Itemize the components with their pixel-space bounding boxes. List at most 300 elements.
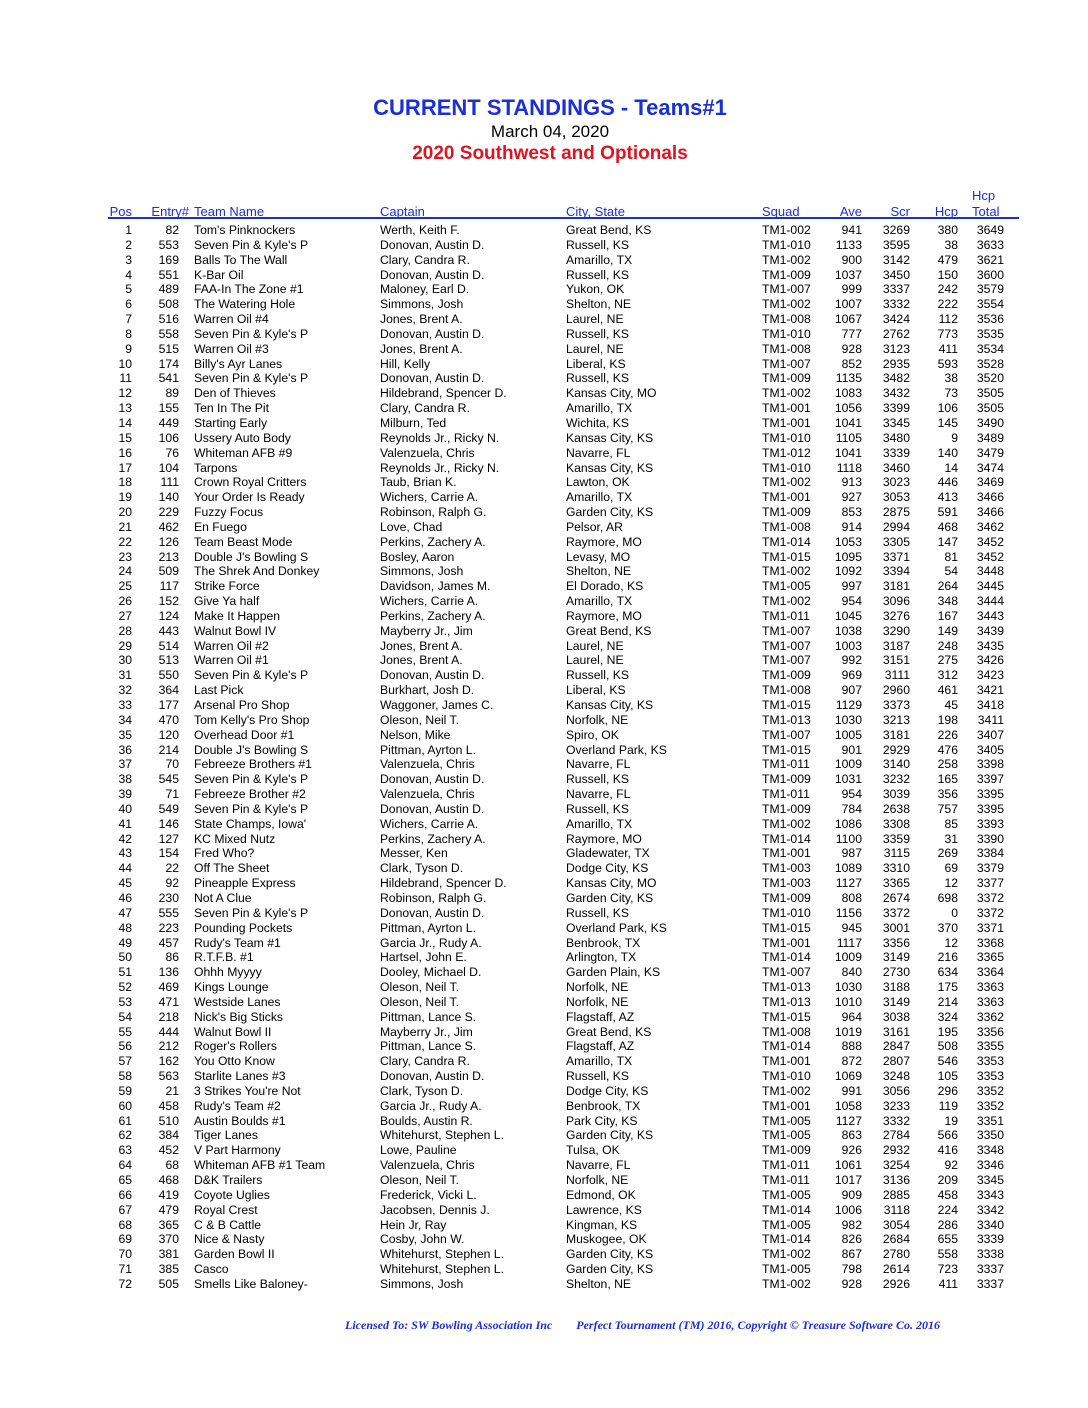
cell-captain: Oleson, Neil T. <box>380 1173 460 1187</box>
cell-squad: TM1-001 <box>762 415 811 430</box>
cell-team-name: Kings Lounge <box>194 980 269 995</box>
cell-average: 1010 <box>834 994 862 1009</box>
cell-squad: TM1-008 <box>762 683 811 698</box>
cell-team-name: Last Pick <box>194 683 244 698</box>
cell-team-name: Warren Oil #2 <box>194 638 269 653</box>
table-row <box>0 342 1088 357</box>
table-row <box>0 936 1088 951</box>
cell-pos: 18 <box>118 475 132 490</box>
cell-team-name: Febreeze Brothers #1 <box>194 757 312 772</box>
cell-city-state: Amarillo, TX <box>566 401 633 416</box>
cell-hcp-total: 3621 <box>976 252 1004 267</box>
cell-pos: 13 <box>118 401 132 416</box>
cell-scratch: 3115 <box>883 846 910 861</box>
cell-team-name: You Otto Know <box>194 1054 275 1069</box>
cell-team-name: Austin Boulds #1 <box>194 1113 286 1128</box>
cell-hcp-total: 3345 <box>976 1173 1004 1187</box>
cell-average: 954 <box>841 594 862 609</box>
cell-entry: 471 <box>158 994 179 1009</box>
cell-city-state: Benbrook, TX <box>566 1098 641 1113</box>
table-row <box>0 698 1088 713</box>
table-row <box>0 594 1088 609</box>
cell-squad: TM1-009 <box>762 668 811 683</box>
cell-entry: 229 <box>158 505 179 520</box>
cell-squad: TM1-009 <box>762 371 811 386</box>
cell-captain: Valenzuela, Chris <box>380 757 475 772</box>
cell-squad: TM1-014 <box>762 534 811 549</box>
cell-pos: 48 <box>118 920 132 935</box>
cell-team-name: Royal Crest <box>194 1202 258 1217</box>
cell-pos: 9 <box>125 341 132 356</box>
cell-scratch: 3054 <box>882 1217 910 1232</box>
cell-city-state: Garden City, KS <box>566 1128 654 1143</box>
cell-handicap: 508 <box>937 1039 958 1054</box>
cell-hcp-total: 3372 <box>976 905 1004 920</box>
cell-entry: 230 <box>158 890 179 905</box>
cell-entry: 514 <box>158 638 179 653</box>
cell-captain: Simmons, Josh <box>380 1276 464 1291</box>
cell-pos: 54 <box>118 1009 132 1024</box>
cell-hcp-total: 3469 <box>976 475 1004 490</box>
cell-handicap: 446 <box>937 475 958 490</box>
cell-team-name: Fuzzy Focus <box>194 505 264 520</box>
cell-pos: 16 <box>118 445 132 460</box>
cell-average: 1156 <box>835 905 862 920</box>
cell-scratch: 3371 <box>882 549 910 564</box>
cell-entry: 71 <box>165 787 179 802</box>
cell-scratch: 3187 <box>882 638 910 653</box>
cell-average: 992 <box>841 653 862 668</box>
cell-captain: Donovan, Austin D. <box>380 668 485 683</box>
cell-team-name: Ussery Auto Body <box>194 430 291 445</box>
cell-scratch: 3038 <box>882 1009 910 1024</box>
cell-average: 907 <box>841 683 862 698</box>
cell-captain: Perkins, Zachery A. <box>380 831 486 846</box>
cell-team-name: Starting Early <box>194 415 268 430</box>
cell-team-name: KC Mixed Nutz <box>194 831 276 846</box>
cell-city-state: Norfolk, NE <box>566 994 629 1009</box>
cell-handicap: 224 <box>937 1202 958 1217</box>
cell-team-name: The Watering Hole <box>194 297 296 312</box>
cell-captain: Hein Jr, Ray <box>380 1217 447 1232</box>
cell-pos: 26 <box>118 594 132 609</box>
cell-pos: 7 <box>125 312 132 327</box>
cell-pos: 15 <box>118 430 132 445</box>
cell-squad: TM1-009 <box>762 801 811 816</box>
cell-pos: 11 <box>119 371 132 386</box>
cell-handicap: 264 <box>937 579 958 594</box>
cell-pos: 57 <box>118 1054 132 1069</box>
cell-captain: Donovan, Austin D. <box>380 237 485 252</box>
cell-pos: 28 <box>118 623 132 638</box>
cell-average: 1038 <box>834 623 862 638</box>
cell-pos: 3 <box>125 252 132 267</box>
cell-city-state: Norfolk, NE <box>566 980 629 995</box>
cell-scratch: 3373 <box>882 698 910 712</box>
table-row <box>0 950 1088 965</box>
cell-entry: 104 <box>158 460 179 475</box>
cell-city-state: Navarre, FL <box>566 1158 631 1173</box>
cell-city-state: Shelton, NE <box>566 564 632 579</box>
cell-hcp-total: 3384 <box>976 846 1004 861</box>
cell-squad: TM1-007 <box>762 638 811 653</box>
table-row <box>0 564 1088 579</box>
cell-squad: TM1-007 <box>762 727 811 742</box>
cell-squad: TM1-008 <box>762 312 811 327</box>
cell-average: 1118 <box>836 460 862 475</box>
cell-city-state: Flagstaff, AZ <box>566 1039 635 1054</box>
cell-captain: Bosley, Aaron <box>380 549 455 564</box>
cell-entry: 117 <box>159 579 179 594</box>
cell-scratch: 2614 <box>882 1262 910 1277</box>
cell-captain: Reynolds Jr., Ricky N. <box>380 460 500 475</box>
cell-average: 852 <box>841 356 862 371</box>
cell-scratch: 3001 <box>882 920 910 935</box>
cell-squad: TM1-002 <box>762 386 811 401</box>
cell-average: 872 <box>841 1054 862 1069</box>
cell-entry: 457 <box>158 935 179 950</box>
cell-city-state: Kansas City, MO <box>566 876 657 891</box>
cell-team-name: Warren Oil #3 <box>194 341 269 356</box>
cell-pos: 23 <box>118 549 132 564</box>
cell-entry: 458 <box>158 1098 179 1113</box>
cell-captain: Whitehurst, Stephen L. <box>380 1128 504 1143</box>
cell-captain: Robinson, Ralph G. <box>380 890 487 905</box>
cell-average: 777 <box>841 326 862 341</box>
cell-city-state: Park City, KS <box>566 1113 638 1128</box>
cell-squad: TM1-010 <box>762 326 811 341</box>
cell-average: 1053 <box>834 534 862 549</box>
table-row <box>0 1054 1088 1069</box>
cell-captain: Donovan, Austin D. <box>380 1069 485 1084</box>
cell-squad: TM1-011 <box>762 1173 810 1187</box>
cell-pos: 60 <box>118 1098 132 1113</box>
cell-captain: Jones, Brent A. <box>380 638 463 653</box>
cell-scratch: 3332 <box>882 297 910 312</box>
cell-entry: 127 <box>158 831 179 846</box>
cell-city-state: Yukon, OK <box>566 282 625 297</box>
cell-average: 1086 <box>834 816 862 831</box>
cell-scratch: 3254 <box>882 1158 910 1173</box>
cell-pos: 43 <box>118 846 132 861</box>
cell-squad: TM1-002 <box>762 1276 811 1291</box>
cell-handicap: 69 <box>944 861 958 876</box>
standings-table <box>0 223 1088 1292</box>
cell-squad: TM1-007 <box>762 282 811 297</box>
report-date: March 04, 2020 <box>490 122 610 141</box>
cell-scratch: 2960 <box>882 683 910 698</box>
cell-squad: TM1-014 <box>762 950 811 965</box>
cell-entry: 508 <box>158 297 179 312</box>
cell-hcp-total: 3351 <box>976 1113 1004 1128</box>
table-row <box>0 357 1088 372</box>
table-row <box>0 787 1088 802</box>
cell-city-state: Garden City, KS <box>566 1247 654 1262</box>
cell-entry: 111 <box>160 475 179 490</box>
cell-city-state: Great Bend, KS <box>566 223 652 237</box>
cell-hcp-total: 3418 <box>976 698 1004 712</box>
table-row <box>0 1069 1088 1084</box>
cell-team-name: Roger's Rollers <box>194 1039 277 1054</box>
cell-handicap: 175 <box>937 980 958 995</box>
cell-captain: Pittman, Lance S. <box>380 1039 477 1054</box>
cell-entry: 162 <box>158 1054 179 1069</box>
cell-entry: 470 <box>158 712 179 727</box>
cell-average: 1030 <box>834 980 862 995</box>
cell-team-name: Seven Pin & Kyle's P <box>194 326 309 341</box>
cell-entry: 106 <box>158 430 179 445</box>
cell-scratch: 2932 <box>882 1143 910 1158</box>
cell-team-name: Arsenal Pro Shop <box>194 698 290 712</box>
table-row <box>0 550 1088 565</box>
cell-captain: Hildebrand, Spencer D. <box>380 876 507 891</box>
cell-city-state: Laurel, NE <box>566 341 624 356</box>
cell-hcp-total: 3426 <box>976 653 1004 668</box>
col-ave-header: Ave <box>839 204 862 219</box>
cell-captain: Clark, Tyson D. <box>380 861 464 876</box>
table-row <box>0 921 1088 936</box>
cell-team-name: Ten In The Pit <box>194 401 269 416</box>
cell-captain: Love, Chad <box>380 519 443 534</box>
cell-team-name: Westside Lanes <box>194 994 281 1009</box>
cell-team-name: En Fuego <box>194 519 247 534</box>
cell-hcp-total: 3579 <box>976 282 1004 297</box>
cell-hcp-total: 3362 <box>976 1009 1004 1024</box>
cell-handicap: 312 <box>937 668 958 683</box>
cell-average: 1005 <box>834 727 862 742</box>
cell-entry: 364 <box>158 683 179 698</box>
cell-average: 901 <box>841 742 862 757</box>
cell-average: 863 <box>841 1128 862 1143</box>
cell-city-state: Russell, KS <box>566 267 629 282</box>
cell-scratch: 3149 <box>882 950 910 965</box>
cell-hcp-total: 3339 <box>976 1232 1004 1247</box>
license-text: Licensed To: SW Bowling Association Inc <box>345 1318 553 1332</box>
table-row <box>0 1128 1088 1143</box>
cell-team-name: Double J's Bowling S <box>194 549 309 564</box>
cell-city-state: Liberal, KS <box>566 356 626 371</box>
cell-captain: Whitehurst, Stephen L. <box>380 1262 504 1277</box>
cell-pos: 68 <box>118 1217 132 1232</box>
cell-team-name: Starlite Lanes #3 <box>194 1069 286 1084</box>
cell-city-state: Amarillo, TX <box>566 252 633 267</box>
cell-average: 1067 <box>834 312 862 327</box>
cell-captain: Lowe, Pauline <box>380 1143 457 1158</box>
table-row <box>0 520 1088 535</box>
cell-pos: 51 <box>118 965 132 980</box>
cell-captain: Pittman, Ayrton L. <box>380 920 476 935</box>
cell-team-name: Ohhh Myyyy <box>194 965 262 980</box>
cell-captain: Jones, Brent A. <box>380 653 463 668</box>
cell-hcp-total: 3452 <box>976 549 1004 564</box>
cell-city-state: Lawton, OK <box>566 475 630 490</box>
cell-captain: Mayberry Jr., Jim <box>380 623 473 638</box>
cell-scratch: 2684 <box>882 1232 910 1247</box>
cell-average: 914 <box>841 519 862 534</box>
cell-hcp-total: 3505 <box>976 401 1004 416</box>
cell-pos: 50 <box>118 950 132 965</box>
cell-hcp-total: 3342 <box>976 1202 1004 1217</box>
cell-scratch: 3149 <box>882 994 910 1009</box>
cell-hcp-total: 3393 <box>976 816 1004 831</box>
cell-captain: Hildebrand, Spencer D. <box>380 386 507 401</box>
tournament-name: 2020 Southwest and Optionals <box>412 143 688 164</box>
cell-scratch: 3480 <box>882 430 910 445</box>
cell-entry: 563 <box>158 1069 179 1084</box>
cell-team-name: State Champs, Iowa' <box>194 816 307 831</box>
cell-squad: TM1-005 <box>762 579 811 594</box>
cell-average: 1058 <box>834 1098 862 1113</box>
cell-scratch: 3023 <box>882 475 910 490</box>
cell-average: 999 <box>841 282 862 297</box>
cell-entry: 155 <box>158 401 179 416</box>
cell-average: 1009 <box>834 950 862 965</box>
cell-handicap: 209 <box>937 1173 958 1187</box>
cell-squad: TM1-005 <box>762 1187 811 1202</box>
table-row <box>0 1143 1088 1158</box>
cell-hcp-total: 3350 <box>976 1128 1004 1143</box>
cell-team-name: Not A Clue <box>194 890 252 905</box>
cell-hcp-total: 3520 <box>976 371 1004 386</box>
cell-handicap: 698 <box>937 890 958 905</box>
cell-pos: 71 <box>118 1262 132 1277</box>
cell-average: 954 <box>841 787 862 802</box>
cell-entry: 462 <box>158 519 179 534</box>
cell-team-name: Overhead Door #1 <box>194 727 295 742</box>
cell-scratch: 2885 <box>882 1187 910 1202</box>
cell-handicap: 476 <box>937 742 958 757</box>
cell-average: 1069 <box>834 1069 862 1084</box>
cell-city-state: Kansas City, KS <box>566 698 654 712</box>
table-row <box>0 1247 1088 1262</box>
cell-scratch: 2994 <box>882 519 910 534</box>
cell-handicap: 226 <box>937 727 958 742</box>
cell-captain: Pittman, Ayrton L. <box>380 742 476 757</box>
cell-handicap: 773 <box>937 326 958 341</box>
table-row <box>0 1084 1088 1099</box>
table-row <box>0 238 1088 253</box>
cell-handicap: 248 <box>937 638 958 653</box>
cell-handicap: 145 <box>937 415 958 430</box>
cell-entry: 365 <box>158 1217 179 1232</box>
cell-pos: 58 <box>118 1069 132 1084</box>
cell-city-state: Amarillo, TX <box>566 1054 633 1069</box>
cell-scratch: 3424 <box>882 312 910 327</box>
cell-hcp-total: 3346 <box>976 1158 1004 1173</box>
cell-hcp-total: 3443 <box>976 608 1004 623</box>
cell-average: 1135 <box>835 371 862 386</box>
cell-squad: TM1-009 <box>762 267 811 282</box>
cell-team-name: Warren Oil #4 <box>194 312 269 327</box>
cell-scratch: 3305 <box>882 534 910 549</box>
cell-handicap: 216 <box>937 950 958 965</box>
cell-pos: 65 <box>118 1173 132 1187</box>
cell-pos: 42 <box>118 831 132 846</box>
table-row <box>0 1203 1088 1218</box>
cell-pos: 62 <box>118 1128 132 1143</box>
table-row <box>0 1188 1088 1203</box>
table-row <box>0 1025 1088 1040</box>
cell-city-state: Shelton, NE <box>566 1276 632 1291</box>
cell-scratch: 3248 <box>882 1069 910 1084</box>
cell-team-name: C & B Cattle <box>194 1217 262 1232</box>
table-row <box>0 609 1088 624</box>
cell-entry: 384 <box>158 1128 179 1143</box>
table-row <box>0 624 1088 639</box>
cell-pos: 20 <box>118 505 132 520</box>
cell-scratch: 3056 <box>882 1083 910 1098</box>
cell-scratch: 2780 <box>882 1247 910 1262</box>
cell-scratch: 3181 <box>882 727 910 742</box>
cell-scratch: 2784 <box>882 1128 910 1143</box>
cell-captain: Wichers, Carrie A. <box>380 816 479 831</box>
cell-team-name: Rudy's Team #2 <box>194 1098 281 1113</box>
cell-city-state: Norfolk, NE <box>566 1173 629 1187</box>
table-row <box>0 282 1088 297</box>
cell-hcp-total: 3535 <box>976 326 1004 341</box>
cell-captain: Oleson, Neil T. <box>380 994 460 1009</box>
cell-squad: TM1-002 <box>762 816 811 831</box>
cell-scratch: 2674 <box>882 890 910 905</box>
cell-entry: 213 <box>158 549 179 564</box>
cell-entry: 124 <box>158 608 179 623</box>
cell-captain: Wichers, Carrie A. <box>380 594 479 609</box>
cell-average: 853 <box>841 505 862 520</box>
cell-city-state: Russell, KS <box>566 1069 629 1084</box>
table-row <box>0 713 1088 728</box>
table-row <box>0 253 1088 268</box>
cell-scratch: 3432 <box>882 386 910 401</box>
cell-handicap: 0 <box>951 905 958 920</box>
cell-handicap: 38 <box>944 371 958 386</box>
cell-average: 1006 <box>834 1202 862 1217</box>
table-row <box>0 268 1088 283</box>
cell-city-state: Arlington, TX <box>566 950 637 965</box>
cell-average: 1127 <box>835 876 862 891</box>
cell-pos: 4 <box>125 267 132 282</box>
table-row <box>0 416 1088 431</box>
cell-average: 1037 <box>834 267 862 282</box>
cell-squad: TM1-015 <box>762 920 811 935</box>
cell-average: 1017 <box>834 1173 862 1187</box>
table-row <box>0 876 1088 891</box>
cell-team-name: Fred Who? <box>194 846 255 861</box>
cell-average: 945 <box>841 920 862 935</box>
table-row <box>0 891 1088 906</box>
cell-team-name: Tom's Pinknockers <box>194 223 296 237</box>
cell-city-state: Dodge City, KS <box>566 1083 649 1098</box>
cell-captain: Donovan, Austin D. <box>380 801 485 816</box>
cell-city-state: Muskogee, OK <box>566 1232 647 1247</box>
cell-entry: 419 <box>158 1187 179 1202</box>
cell-hcp-total: 3377 <box>976 876 1004 891</box>
cell-team-name: V Part Harmony <box>194 1143 281 1158</box>
cell-entry: 505 <box>158 1276 179 1291</box>
cell-scratch: 2730 <box>882 965 910 980</box>
cell-city-state: Kansas City, MO <box>566 386 657 401</box>
cell-pos: 47 <box>118 905 132 920</box>
cell-scratch: 3308 <box>882 816 910 831</box>
cell-hcp-total: 3479 <box>976 445 1004 460</box>
cell-handicap: 655 <box>937 1232 958 1247</box>
cell-handicap: 105 <box>937 1069 958 1084</box>
cell-team-name: Tiger Lanes <box>194 1128 258 1143</box>
cell-average: 1127 <box>835 1113 862 1128</box>
cell-hcp-total: 3353 <box>976 1054 1004 1069</box>
cell-captain: Donovan, Austin D. <box>380 326 485 341</box>
cell-captain: Taub, Brian K. <box>380 475 457 490</box>
cell-team-name: K-Bar Oil <box>194 267 244 282</box>
